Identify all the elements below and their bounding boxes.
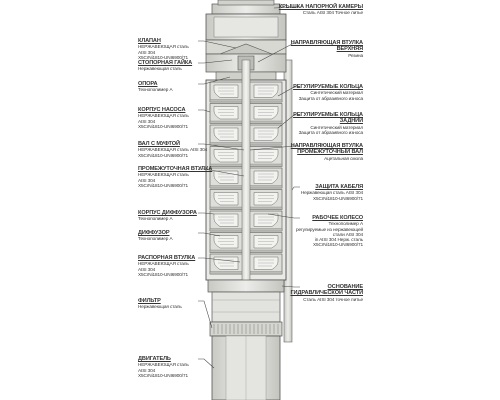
label-desc: AISI 304 (138, 118, 156, 124)
label-desc: X5CrNi1810-UNI6900/71 (138, 123, 189, 129)
label-adjustable-rings (293, 84, 363, 101)
impeller-left (214, 85, 238, 98)
label-desc: X5CrNi1810-UNI6900/71 (312, 242, 363, 248)
impeller-left (214, 107, 238, 120)
label-desc: Защита от абразивного износа (298, 95, 363, 101)
label-adjustable-rings-rear (293, 112, 363, 135)
impeller-left (214, 150, 238, 163)
label-desc: Синтетический материал (310, 90, 363, 96)
label-title: КОРПУС НАСОСА (138, 107, 186, 113)
label-impeller (296, 215, 363, 248)
impeller-right (254, 150, 278, 163)
label-subtitle: ПРОМЕЖУТОЧНЫЙ ВАЛ (297, 149, 363, 156)
label-desc: регулируемые из нержавеющей (296, 226, 363, 232)
impeller-left (214, 214, 238, 227)
impeller-right (254, 193, 278, 206)
leader-line (292, 187, 300, 190)
label-title: РЕГУЛИРУЕМЫЕ КОЛЬЦА (293, 112, 363, 118)
label-title: СТОПОРНАЯ ГАЙКА (138, 60, 193, 66)
label-title: ОСНОВАНИЕ (327, 284, 363, 290)
label-upper-guide-sleeve (291, 40, 363, 58)
label-title: ПРОМЕЖУТОЧНАЯ ВТУЛКА (138, 166, 213, 172)
label-spacer-sleeve (138, 255, 195, 277)
impeller-right (254, 257, 278, 270)
strainer-mesh (210, 322, 282, 336)
label-desc: X5CrNi1810-UNI6900/71 (138, 271, 189, 277)
label-desc: НЕРЖАВЕЮЩАЯ сталь (138, 44, 189, 50)
label-desc: Сталь AISI 304 точное литье (303, 296, 363, 302)
label-desc: AISI 304 (138, 266, 156, 272)
label-subtitle: ВЕРХНЯЯ (336, 46, 363, 53)
label-desc: НЕРЖАВЕЮЩАЯ сталь (138, 113, 189, 119)
label-filter (138, 298, 182, 310)
impeller-right (254, 107, 278, 120)
label-stop-nut (138, 60, 192, 72)
label-hydraulic-base (290, 284, 363, 302)
check-valve (206, 40, 286, 54)
label-desc: НЕРЖАВЕЮЩАЯ сталь AISI 304 (138, 147, 208, 153)
label-subtitle: ГИДРАВЛИЧЕСКОЙ ЧАСТИ (290, 290, 363, 297)
label-title: ДВИГАТЕЛЬ (138, 356, 171, 362)
label-desc: Сталь AISI 304 Точное литье (302, 10, 363, 16)
label-diffuser-body (138, 210, 197, 222)
label-desc: Нержавеющая сталь (138, 304, 182, 310)
label-desc: X5CrNi1810-UNI6900/71 (138, 152, 189, 158)
impeller-left (214, 193, 238, 206)
impeller-right (254, 128, 278, 141)
label-desc: Резина (348, 52, 363, 58)
label-shaft-coupling (138, 141, 207, 158)
label-desc: Технополимер А (138, 216, 173, 222)
impeller-right (254, 85, 278, 98)
label-subtitle: ЗАДНИЙ (339, 118, 363, 125)
label-desc: Защита от абразивного износа (298, 129, 363, 135)
label-title: ФИЛЬТР (138, 298, 161, 304)
label-title: КОРПУС ДИФФУЗОРА (138, 210, 197, 216)
label-desc: AISI 304 (138, 177, 156, 183)
impeller-left (214, 128, 238, 141)
label-desc: НЕРЖАВЕЮЩАЯ сталь (138, 261, 189, 267)
label-desc: Синтетический материал (310, 124, 363, 130)
label-desc: Технополимер А (328, 221, 363, 227)
motor (212, 336, 280, 400)
label-title: ДИФФУЗОР (138, 230, 170, 236)
label-desc: Нержавеющая сталь (138, 66, 182, 72)
label-title: ОПОРА (138, 81, 158, 87)
label-title: КЛАПАН (138, 38, 161, 44)
label-desc: Технополимер А (138, 236, 173, 242)
label-desc: Нержавеющая сталь AISI 304 (300, 190, 363, 196)
label-desc: НЕРЖАВЕЮЩАЯ сталь (138, 362, 189, 368)
label-title: РЕГУЛИРУЕМЫЕ КОЛЬЦА (293, 84, 363, 90)
impeller-right (254, 214, 278, 227)
label-cable-guard (301, 184, 363, 201)
label-intermediate-sleeve (138, 166, 212, 188)
label-title: ЗАЩИТА КАБЕЛЯ (315, 184, 363, 190)
label-motor (138, 356, 189, 378)
impeller-right (254, 171, 278, 184)
label-title: НАПРАВЛЯЮЩАЯ ВТУЛКА (290, 143, 363, 149)
label-pump-body (138, 107, 189, 129)
label-title: РАСПОРНАЯ ВТУЛКА (138, 255, 196, 261)
label-discharge-cover (279, 4, 363, 16)
label-desc: X5CrNi1810-UNI6900/71 (138, 372, 189, 378)
label-check-valve (138, 38, 189, 60)
impeller-left (214, 236, 238, 249)
impeller-right (254, 236, 278, 249)
label-desc: AISI 304 (138, 49, 156, 55)
label-title: РАБОЧЕЕ КОЛЕСО (312, 215, 363, 221)
label-title: КРЫШКА НАПОРНОЙ КАМЕРЫ (278, 4, 363, 10)
label-desc: НЕРЖАВЕЮЩАЯ сталь (138, 172, 189, 178)
label-desc: X5CrNi1810-UNI6900/71 (138, 54, 189, 60)
label-desc: X5CrNi1810-UNI6900/71 (312, 195, 363, 201)
label-desc: Технополимер А (138, 87, 173, 93)
label-desc: in AISI 304 Нерж. сталь (314, 237, 363, 243)
label-desc: AISI 304 (138, 367, 156, 373)
label-guide-sleeve-intermediate (291, 143, 363, 161)
label-title: НАПРАВЛЯЮЩАЯ ВТУЛКА (290, 40, 363, 46)
impeller-left (214, 257, 238, 270)
label-desc: Ацетальная смола (324, 155, 363, 161)
discharge-head (206, 0, 286, 40)
label-desc: X5CrNi1810-UNI6900/71 (138, 182, 189, 188)
label-diffuser (138, 230, 173, 242)
label-support (138, 81, 173, 93)
suction-base (208, 280, 284, 322)
label-title: ВАЛ С МУФТОЙ (138, 141, 180, 147)
label-desc: стали AISI 304 (332, 231, 363, 237)
